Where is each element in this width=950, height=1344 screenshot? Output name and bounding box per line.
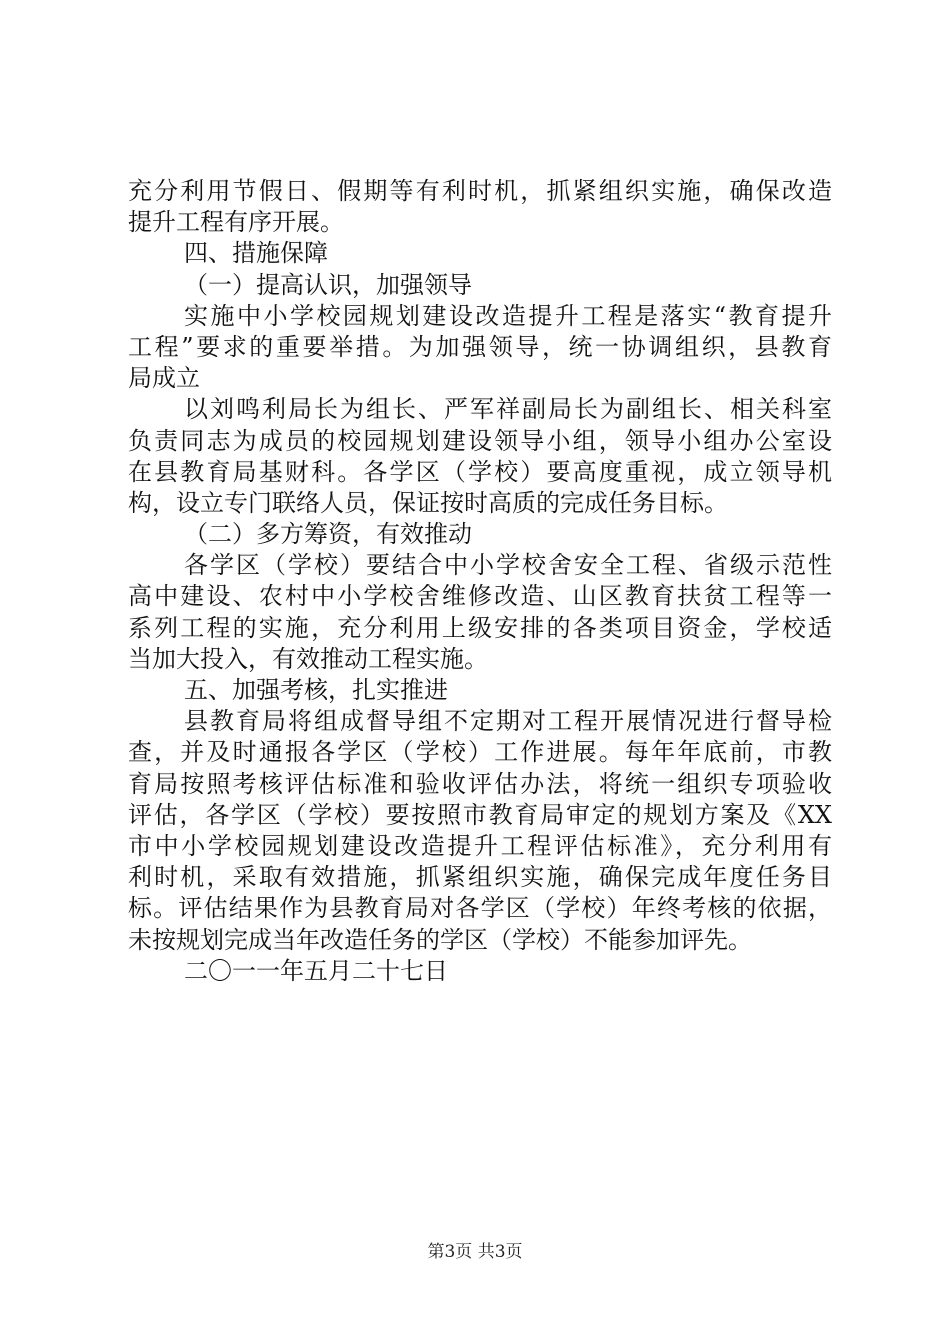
page-number: 第3页 共3页 <box>427 1242 523 1262</box>
text-line: 评估，各学区（学校）要按照市教育局审定的规划方案及《XX <box>128 800 832 829</box>
section-heading: 五、加强考核，扎实推进 <box>184 676 448 704</box>
page-footer <box>0 1240 950 1264</box>
text-line: 充分利用节假日、假期等有利时机，抓紧组织实施，确保改造 <box>128 177 832 205</box>
section-heading: 四、措施保障 <box>184 239 328 268</box>
text-line: 查，并及时通报各学区（学校）工作进展。每年年底前，市教 <box>128 738 832 767</box>
text-line: 当加大投入，有效推动工程实施。 <box>128 644 488 673</box>
text-line: 以刘鸣利局长为组长、严军祥副局长为副组长、相关科室 <box>184 395 832 424</box>
text-line: 未按规划完成当年改造任务的学区（学校）不能参加评先。 <box>128 925 752 954</box>
text-line: 利时机，采取有效措施，抓紧组织实施，确保完成年度任务目 <box>128 863 832 892</box>
text-line: 标。评估结果作为县教育局对各学区（学校）年终考核的依据， <box>128 894 832 923</box>
document-body <box>128 176 832 987</box>
text-line: 局成立 <box>128 364 200 393</box>
text-line: 育局按照考核评估标准和验收评估办法，将统一组织专项验收 <box>128 769 832 798</box>
text-line: 市中小学校园规划建设改造提升工程评估标准》，充分利用有 <box>128 831 832 860</box>
text-line: 各学区（学校）要结合中小学校舍安全工程、省级示范性 <box>184 551 832 580</box>
subsection-heading: （二）多方筹资，有效推动 <box>184 520 472 549</box>
text-line: 提升工程有序开展。 <box>128 208 344 237</box>
text-line: 高中建设、农村中小学校舍维修改造、山区教育扶贫工程等一 <box>128 582 832 611</box>
text-line: 实施中小学校园规划建设改造提升工程是落实“教育提升 <box>184 301 832 330</box>
text-line: 构，设立专门联络人员，保证按时高质的完成任务目标。 <box>128 488 728 517</box>
subsection-heading: （一）提高认识，加强领导 <box>184 270 472 299</box>
text-line: 负责同志为成员的校园规划建设领导小组，领导小组办公室设 <box>128 426 832 455</box>
text-line: 系列工程的实施，充分利用上级安排的各类项目资金，学校适 <box>128 613 832 642</box>
document-date: 二〇一一年五月二十七日 <box>184 956 448 985</box>
text-line: 工程”要求的重要举措。为加强领导，统一协调组织，县教育 <box>128 332 832 361</box>
text-line: 在县教育局基财科。各学区（学校）要高度重视，成立领导机 <box>128 457 832 486</box>
text-line: 县教育局将组成督导组不定期对工程开展情况进行督导检 <box>184 707 832 736</box>
